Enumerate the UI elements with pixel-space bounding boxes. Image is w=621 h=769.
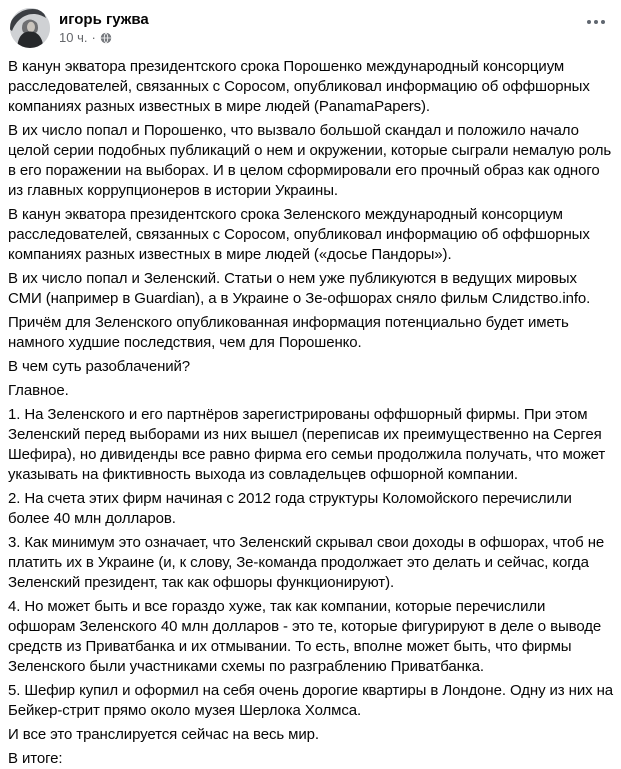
post-paragraph: В их число попал и Порошенко, что вызвало большой скандал и положило начало целой серии подобных публикаций о нем и окружении, которые сыграли немалую роль в его поражении на выборах. И в целом сформировали его прочный образ как одного из главных коррупционеров в истории Украины. [8, 122, 612, 199]
post-paragraph: В итоге: [8, 750, 63, 767]
author-block [59, 8, 149, 46]
post-meta [59, 30, 149, 46]
post-body [0, 48, 621, 769]
post-paragraph: Причём для Зеленского опубликованная информация потенциально будет иметь намного худшие последствия, чем для Порошенко. [8, 314, 569, 351]
avatar[interactable] [10, 8, 50, 48]
post-paragraph: И все это транслируется сейчас на весь мир. [8, 726, 319, 743]
post-paragraph: 5. Шефир купил и оформил на себя очень дорогие квартиры в Лондоне. Одну из них на Бейкер-стрит прямо около музея Шерлока Холмса. [8, 682, 614, 719]
post-paragraph: 1. На Зеленского и его партнёров зарегистрированы оффшорный фирмы. При этом Зеленский перед выборами из них вышел (переписав их преимущественно на Сергея Шефира), но дивиденды все равно фирма его семьи продолжила получать, что может указывать на фиктивность выхода из совладельцев офшорной компании. [8, 406, 606, 483]
post-paragraph: В чем суть разоблачений? [8, 358, 191, 375]
meta-separator: · [91, 30, 96, 45]
post-options-button[interactable] [581, 12, 611, 32]
profile-photo-icon [10, 8, 50, 48]
post-paragraph: В канун экватора президентского срока Зеленского международный консорциум расследователей, связанных с Соросом, опубликовал информацию об оффшорных компаниях разных известных в мире людей («досье Пандоры»). [8, 206, 590, 263]
ellipsis-icon [587, 20, 591, 24]
post-timestamp[interactable]: 10 ч. [59, 30, 88, 45]
post-paragraph: 4. Но может быть и все гораздо хуже, так как компании, которые перечислили офшорам Зеленского 40 млн долларов - это те, которые фигурируют в деле о выводе средств из Приватбанка и их отмывании. То есть, вполне может быть, что фирмы Зеленского были участниками схемы по разграблению Приватбанка. [8, 598, 602, 675]
post-paragraph: В их число попал и Зеленский. Статьи о нем уже публикуются в ведущих мировых СМИ (например в Guardian), а в Украине о Зе-офшорах сняло фильм Слидство.info. [8, 270, 591, 307]
post-paragraph: В канун экватора президентского срока Порошенко международный консорциум расследователей, связанных с Соросом, опубликовал информацию об оффшорных компаниях разных известных в мире людей (PanamaPapers). [8, 58, 590, 115]
post-paragraph: 2. На счета этих фирм начиная с 2012 года структуры Коломойского перечислили более 40 млн долларов. [8, 490, 572, 527]
author-name[interactable]: игорь гужва [59, 11, 149, 28]
post-header [0, 0, 621, 48]
globe-icon [100, 32, 112, 44]
post-paragraph: 3. Как минимум это означает, что Зеленский скрывал свои доходы в офшорах, чтоб не платить их в Украине (и, к слову, Зе-команда продолжает это делать и сейчас, когда Зеленский президент, так как офшоры функционируют). [8, 534, 605, 591]
post-paragraph: Главное. [8, 382, 69, 399]
